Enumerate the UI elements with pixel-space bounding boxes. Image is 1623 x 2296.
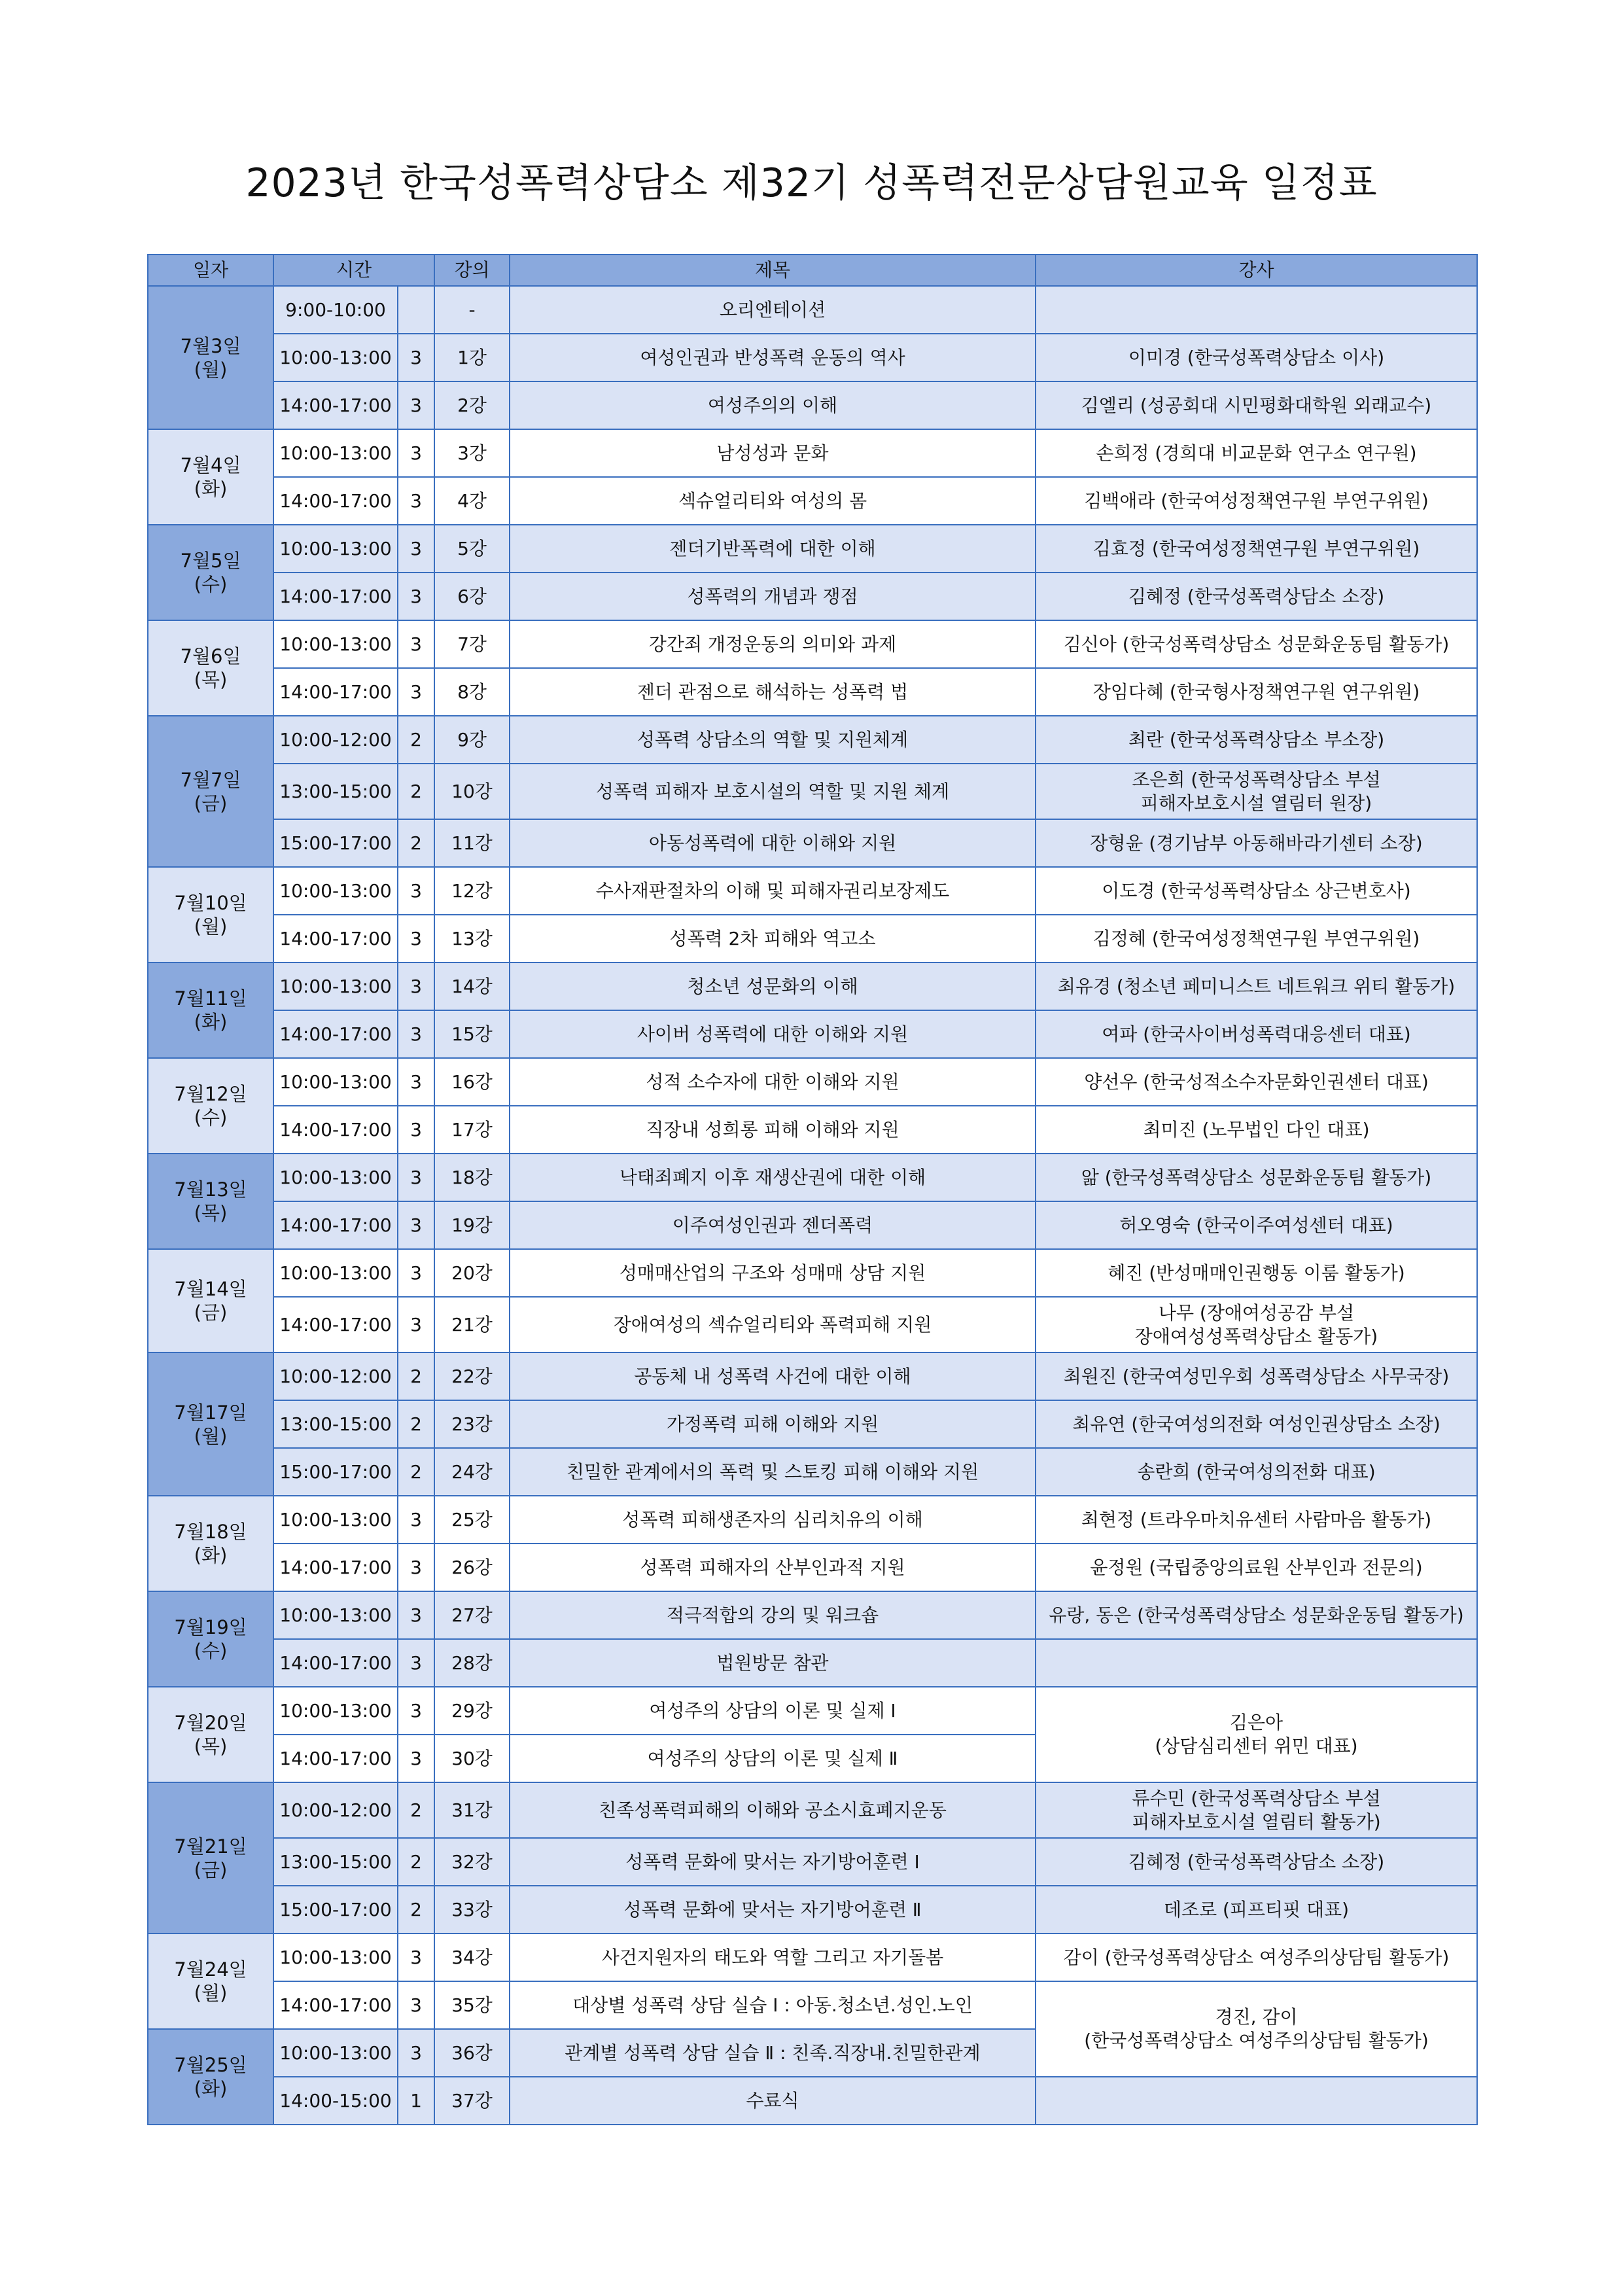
time-cell: 10:00-12:00 [273, 1782, 398, 1838]
hours-cell: 3 [398, 1010, 434, 1058]
lecturer-cell: 허오영숙 (한국이주여성센터 대표) [1036, 1201, 1477, 1249]
lecture-cell: 29강 [434, 1687, 510, 1735]
table-row [148, 1058, 1477, 1106]
lecture-cell: 10강 [434, 764, 510, 819]
lecture-cell: 32강 [434, 1838, 510, 1886]
subject-cell: 수사재판절차의 이해 및 피해자권리보장제도 [510, 867, 1036, 915]
hours-cell: 3 [398, 1154, 434, 1201]
lecture-cell: 35강 [434, 1981, 510, 2029]
time-cell: 9:00-10:00 [273, 286, 398, 334]
time-cell: 10:00-12:00 [273, 1352, 398, 1400]
hours-cell: 2 [398, 764, 434, 819]
day-cell [148, 1934, 273, 2029]
time-cell: 10:00-13:00 [273, 1591, 398, 1639]
lecturer-cell: 손희정 (경희대 비교문화 연구소 연구원) [1036, 429, 1477, 477]
day-date: 7월24일 [174, 1958, 247, 1981]
subject-cell: 강간죄 개정운동의 의미와 과제 [510, 620, 1036, 668]
lecturer-cell [1036, 2077, 1477, 2125]
lecturer-cell [1036, 286, 1477, 334]
subject-cell: 젠더 관점으로 해석하는 성폭력 법 [510, 668, 1036, 716]
time-cell: 10:00-13:00 [273, 1154, 398, 1201]
lecturer-cell: 이미경 (한국성폭력상담소 이사) [1036, 334, 1477, 381]
lecturer-cell: 데조로 (피프티핏 대표) [1036, 1886, 1477, 1934]
subject-cell: 사건지원자의 태도와 역할 그리고 자기돌봄 [510, 1934, 1036, 1981]
day-weekday: (화) [194, 1544, 228, 1566]
day-cell [148, 620, 273, 716]
day-cell [148, 1249, 273, 1352]
subject-cell: 아동성폭력에 대한 이해와 지원 [510, 819, 1036, 867]
day-date: 7월19일 [174, 1616, 247, 1638]
time-cell: 15:00-17:00 [273, 819, 398, 867]
day-weekday: (화) [194, 2077, 228, 2100]
day-weekday: (화) [194, 478, 228, 500]
time-cell: 10:00-13:00 [273, 1058, 398, 1106]
lecturer-cell: 최원진 (한국여성민우회 성폭력상담소 사무국장) [1036, 1352, 1477, 1400]
table-row [148, 286, 1477, 334]
lecturer-line-1: 조은희 (한국성폭력상담소 부설 [1132, 768, 1381, 790]
table-row [148, 963, 1477, 1010]
lecture-cell: - [434, 286, 510, 334]
hours-cell: 1 [398, 2077, 434, 2125]
subject-cell: 성매매산업의 구조와 성매매 상담 지원 [510, 1249, 1036, 1297]
hours-cell: 3 [398, 525, 434, 573]
day-weekday: (수) [194, 1106, 228, 1129]
table-row [148, 1154, 1477, 1201]
lecture-cell: 2강 [434, 381, 510, 429]
hours-cell: 3 [398, 1591, 434, 1639]
time-cell: 10:00-13:00 [273, 620, 398, 668]
lecturer-cell: 장형윤 (경기남부 아동해바라기센터 소장) [1036, 819, 1477, 867]
hours-cell: 2 [398, 1838, 434, 1886]
lecturer-cell: 김효정 (한국여성정책연구원 부연구위원) [1036, 525, 1477, 573]
subject-cell: 수료식 [510, 2077, 1036, 2125]
subject-cell: 사이버 성폭력에 대한 이해와 지원 [510, 1010, 1036, 1058]
schedule-table [147, 254, 1478, 2125]
time-cell: 10:00-13:00 [273, 1687, 398, 1735]
subject-cell: 여성주의 상담의 이론 및 실제 Ⅱ [510, 1735, 1036, 1782]
time-cell: 15:00-17:00 [273, 1448, 398, 1496]
subject-cell: 이주여성인권과 젠더폭력 [510, 1201, 1036, 1249]
lecturer-cell: 앎 (한국성폭력상담소 성문화운동팀 활동가) [1036, 1154, 1477, 1201]
lecturer-cell: 최유경 (청소년 페미니스트 네트워크 위티 활동가) [1036, 963, 1477, 1010]
lecture-cell: 28강 [434, 1639, 510, 1687]
lecturer-cell: 여파 (한국사이버성폭력대응센터 대표) [1036, 1010, 1477, 1058]
lecturer-line-2: 장애여성성폭력상담소 활동가) [1134, 1325, 1378, 1347]
lecturer-line-1: 나무 (장애여성공감 부설 [1158, 1301, 1355, 1324]
lecturer-cell: 최유연 (한국여성의전화 여성인권상담소 소장) [1036, 1400, 1477, 1448]
time-cell: 10:00-13:00 [273, 1249, 398, 1297]
table-row [148, 429, 1477, 477]
day-weekday: (목) [194, 1202, 228, 1224]
lecture-cell: 18강 [434, 1154, 510, 1201]
day-date: 7월21일 [174, 1835, 247, 1858]
subject-cell: 성폭력 문화에 맞서는 자기방어훈련 Ⅱ [510, 1886, 1036, 1934]
lecture-cell: 26강 [434, 1544, 510, 1591]
time-cell: 14:00-17:00 [273, 668, 398, 716]
day-cell [148, 1591, 273, 1687]
header-date: 일자 [148, 255, 273, 286]
time-cell: 10:00-13:00 [273, 1496, 398, 1544]
table-row [148, 1106, 1477, 1154]
hours-cell: 3 [398, 1981, 434, 2029]
time-cell: 14:00-17:00 [273, 1735, 398, 1782]
subject-cell: 적극적합의 강의 및 워크숍 [510, 1591, 1036, 1639]
lecturer-cell: 김정혜 (한국여성정책연구원 부연구위원) [1036, 915, 1477, 963]
lecture-cell: 17강 [434, 1106, 510, 1154]
day-cell [148, 429, 273, 525]
lecturer-line-1: 류수민 (한국성폭력상담소 부설 [1132, 1787, 1381, 1809]
time-cell: 13:00-15:00 [273, 764, 398, 819]
lecture-cell: 7강 [434, 620, 510, 668]
hours-cell: 3 [398, 1639, 434, 1687]
lecturer-line-2: 피해자보호시설 열림터 원장) [1140, 792, 1372, 814]
hours-cell: 2 [398, 1782, 434, 1838]
table-row [148, 1496, 1477, 1544]
day-cell [148, 525, 273, 620]
time-cell: 10:00-13:00 [273, 2029, 398, 2077]
lecture-cell: 6강 [434, 573, 510, 620]
hours-cell: 2 [398, 819, 434, 867]
subject-cell: 여성주의의 이해 [510, 381, 1036, 429]
day-date: 7월6일 [180, 645, 241, 667]
lecturer-cell: 감이 (한국성폭력상담소 여성주의상담팀 활동가) [1036, 1934, 1477, 1981]
day-date: 7월20일 [174, 1712, 247, 1734]
hours-cell: 3 [398, 963, 434, 1010]
hours-cell: 3 [398, 1249, 434, 1297]
time-cell: 10:00-12:00 [273, 716, 398, 764]
day-weekday: (목) [194, 669, 228, 691]
lecturer-cell: 김엘리 (성공회대 시민평화대학원 외래교수) [1036, 381, 1477, 429]
lecturer-cell: 김혜정 (한국성폭력상담소 소장) [1036, 1838, 1477, 1886]
lecture-cell: 24강 [434, 1448, 510, 1496]
table-row [148, 1448, 1477, 1496]
subject-cell: 섹슈얼리티와 여성의 몸 [510, 477, 1036, 525]
day-cell [148, 867, 273, 963]
time-cell: 10:00-13:00 [273, 1934, 398, 1981]
table-row [148, 1639, 1477, 1687]
lecturer-cell: 최란 (한국성폭력상담소 부소장) [1036, 716, 1477, 764]
lecturer-line-1: 김은아 [1229, 1712, 1283, 1733]
day-weekday: (월) [194, 1424, 228, 1447]
table-row [148, 1352, 1477, 1400]
lecture-cell: 36강 [434, 2029, 510, 2077]
time-cell: 14:00-17:00 [273, 1544, 398, 1591]
lecturer-cell: 김신아 (한국성폭력상담소 성문화운동팀 활동가) [1036, 620, 1477, 668]
table-row [148, 1201, 1477, 1249]
lecture-cell: 33강 [434, 1886, 510, 1934]
day-weekday: (화) [194, 1011, 228, 1033]
table-row [148, 1782, 1477, 1838]
day-date: 7월3일 [180, 334, 241, 357]
time-cell: 14:00-17:00 [273, 573, 398, 620]
time-cell: 14:00-17:00 [273, 1201, 398, 1249]
day-weekday: (월) [194, 1982, 228, 2004]
subject-cell: 성폭력의 개념과 쟁점 [510, 573, 1036, 620]
subject-cell: 공동체 내 성폭력 사건에 대한 이해 [510, 1352, 1036, 1400]
day-cell [148, 1058, 273, 1154]
day-date: 7월10일 [174, 892, 247, 914]
subject-cell: 성폭력 피해생존자의 심리치유의 이해 [510, 1496, 1036, 1544]
lecturer-cell [1036, 1981, 1477, 2077]
table-row [148, 1249, 1477, 1297]
day-cell [148, 286, 273, 429]
day-weekday: (수) [194, 1640, 228, 1662]
lecture-cell: 5강 [434, 525, 510, 573]
day-date: 7월25일 [174, 2054, 247, 2076]
subject-cell: 성폭력 피해자 보호시설의 역할 및 지원 체계 [510, 764, 1036, 819]
table-row [148, 819, 1477, 867]
subject-cell: 가정폭력 피해 이해와 지원 [510, 1400, 1036, 1448]
lecturer-cell [1036, 1782, 1477, 1838]
day-date: 7월17일 [174, 1401, 247, 1424]
lecturer-cell: 김백애라 (한국여성정책연구원 부연구위원) [1036, 477, 1477, 525]
hours-cell: 2 [398, 1448, 434, 1496]
subject-cell: 친족성폭력피해의 이해와 공소시효폐지운동 [510, 1782, 1036, 1838]
lecture-cell: 3강 [434, 429, 510, 477]
table-row [148, 1838, 1477, 1886]
subject-cell: 장애여성의 섹슈얼리티와 폭력피해 지원 [510, 1297, 1036, 1352]
day-date: 7월18일 [174, 1521, 247, 1543]
time-cell: 14:00-17:00 [273, 1297, 398, 1352]
time-cell: 14:00-17:00 [273, 381, 398, 429]
table-row [148, 477, 1477, 525]
day-weekday: (수) [194, 573, 228, 595]
time-cell: 14:00-17:00 [273, 1639, 398, 1687]
table-row [148, 915, 1477, 963]
lecture-cell: 1강 [434, 334, 510, 381]
header-lecture: 강의 [434, 255, 510, 286]
day-cell [148, 1352, 273, 1496]
lecturer-cell [1036, 1297, 1477, 1352]
lecturer-cell [1036, 764, 1477, 819]
hours-cell: 3 [398, 867, 434, 915]
day-weekday: (금) [194, 1858, 228, 1881]
time-cell: 10:00-13:00 [273, 525, 398, 573]
hours-cell: 3 [398, 429, 434, 477]
table-row [148, 1544, 1477, 1591]
time-cell: 13:00-15:00 [273, 1838, 398, 1886]
hours-cell: 2 [398, 716, 434, 764]
table-row [148, 716, 1477, 764]
lecture-cell: 14강 [434, 963, 510, 1010]
hours-cell: 2 [398, 1400, 434, 1448]
table-row [148, 1010, 1477, 1058]
subject-cell: 친밀한 관계에서의 폭력 및 스토킹 피해 이해와 지원 [510, 1448, 1036, 1496]
subject-cell: 성적 소수자에 대한 이해와 지원 [510, 1058, 1036, 1106]
header-lecturer: 강사 [1036, 255, 1477, 286]
hours-cell: 3 [398, 1201, 434, 1249]
lecture-cell: 22강 [434, 1352, 510, 1400]
time-cell: 10:00-13:00 [273, 963, 398, 1010]
header-subject: 제목 [510, 255, 1036, 286]
time-cell: 14:00-15:00 [273, 2077, 398, 2125]
lecture-cell: 21강 [434, 1297, 510, 1352]
table-row [148, 668, 1477, 716]
lecturer-cell: 장임다혜 (한국형사정책연구원 연구위원) [1036, 668, 1477, 716]
time-cell: 13:00-15:00 [273, 1400, 398, 1448]
hours-cell: 3 [398, 1934, 434, 1981]
lecturer-cell: 김혜정 (한국성폭력상담소 소장) [1036, 573, 1477, 620]
subject-cell: 대상별 성폭력 상담 실습 Ⅰ : 아동.청소년.성인.노인 [510, 1981, 1036, 2029]
day-date: 7월5일 [180, 550, 241, 572]
lecturer-cell: 혜진 (반성매매인권행동 이룸 활동가) [1036, 1249, 1477, 1297]
table-row [148, 1591, 1477, 1639]
day-weekday: (금) [194, 1301, 228, 1324]
day-date: 7월12일 [174, 1083, 247, 1105]
subject-cell: 법원방문 참관 [510, 1639, 1036, 1687]
table-row [148, 764, 1477, 819]
lecturer-line-2: (한국성폭력상담소 여성주의상담팀 활동가) [1084, 2030, 1429, 2051]
hours-cell: 2 [398, 1352, 434, 1400]
hours-cell [398, 286, 434, 334]
time-cell: 15:00-17:00 [273, 1886, 398, 1934]
table-row [148, 525, 1477, 573]
table-row [148, 1934, 1477, 1981]
lecturer-cell: 양선우 (한국성적소수자문화인권센터 대표) [1036, 1058, 1477, 1106]
lecture-cell: 23강 [434, 1400, 510, 1448]
lecture-cell: 31강 [434, 1782, 510, 1838]
hours-cell: 3 [398, 573, 434, 620]
day-cell [148, 1782, 273, 1934]
table-row [148, 1400, 1477, 1448]
subject-cell: 여성주의 상담의 이론 및 실제 Ⅰ [510, 1687, 1036, 1735]
table-row [148, 867, 1477, 915]
lecturer-cell: 윤정원 (국립중앙의료원 산부인과 전문의) [1036, 1544, 1477, 1591]
time-cell: 14:00-17:00 [273, 1981, 398, 2029]
lecturer-cell: 최현정 (트라우마치유센터 사람마음 활동가) [1036, 1496, 1477, 1544]
hours-cell: 3 [398, 1106, 434, 1154]
hours-cell: 3 [398, 1544, 434, 1591]
table-row [148, 1981, 1477, 2029]
day-weekday: (금) [194, 792, 228, 815]
day-cell [148, 1154, 273, 1249]
subject-cell: 오리엔테이션 [510, 286, 1036, 334]
time-cell: 14:00-17:00 [273, 915, 398, 963]
lecture-cell: 8강 [434, 668, 510, 716]
hours-cell: 3 [398, 1687, 434, 1735]
lecturer-line-1: 경진, 감이 [1215, 2006, 1298, 2028]
hours-cell: 3 [398, 381, 434, 429]
subject-cell: 성폭력 상담소의 역할 및 지원체계 [510, 716, 1036, 764]
hours-cell: 3 [398, 1735, 434, 1782]
time-cell: 14:00-17:00 [273, 477, 398, 525]
day-date: 7월11일 [174, 987, 247, 1010]
day-date: 7월4일 [180, 454, 241, 476]
day-date: 7월13일 [174, 1178, 247, 1201]
lecture-cell: 16강 [434, 1058, 510, 1106]
lecture-cell: 20강 [434, 1249, 510, 1297]
lecture-cell: 9강 [434, 716, 510, 764]
hours-cell: 3 [398, 1297, 434, 1352]
lecture-cell: 4강 [434, 477, 510, 525]
lecturer-line-2: 피해자보호시설 열림터 활동가) [1132, 1810, 1381, 1833]
table-row [148, 1886, 1477, 1934]
time-cell: 10:00-13:00 [273, 429, 398, 477]
table-row [148, 573, 1477, 620]
lecturer-cell [1036, 1639, 1477, 1687]
time-cell: 14:00-17:00 [273, 1010, 398, 1058]
page-title: 2023년 한국성폭력상담소 제32기 성폭력전문상담원교육 일정표 [245, 160, 1378, 206]
day-weekday: (월) [194, 915, 228, 938]
subject-cell: 관계별 성폭력 상담 실습 Ⅱ : 친족.직장내.친밀한관계 [510, 2029, 1036, 2077]
lecturer-cell: 송란희 (한국여성의전화 대표) [1036, 1448, 1477, 1496]
lecture-cell: 13강 [434, 915, 510, 963]
lecturer-line-2: (상담심리센터 위민 대표) [1155, 1735, 1358, 1757]
lecturer-cell [1036, 1687, 1477, 1782]
day-cell [148, 2029, 273, 2125]
lecture-cell: 11강 [434, 819, 510, 867]
table-row [148, 2077, 1477, 2125]
subject-cell: 성폭력 문화에 맞서는 자기방어훈련 Ⅰ [510, 1838, 1036, 1886]
lecture-cell: 25강 [434, 1496, 510, 1544]
hours-cell: 3 [398, 2029, 434, 2077]
day-date: 7월14일 [174, 1278, 247, 1300]
lecturer-cell: 이도경 (한국성폭력상담소 상근변호사) [1036, 867, 1477, 915]
time-cell: 10:00-13:00 [273, 334, 398, 381]
subject-cell: 청소년 성문화의 이해 [510, 963, 1036, 1010]
table-row [148, 334, 1477, 381]
table-row [148, 1297, 1477, 1352]
table-row [148, 381, 1477, 429]
hours-cell: 3 [398, 1496, 434, 1544]
hours-cell: 3 [398, 620, 434, 668]
subject-cell: 젠더기반폭력에 대한 이해 [510, 525, 1036, 573]
lecture-cell: 12강 [434, 867, 510, 915]
hours-cell: 3 [398, 334, 434, 381]
lecture-cell: 30강 [434, 1735, 510, 1782]
day-cell [148, 1496, 273, 1591]
table-row [148, 620, 1477, 668]
lecturer-cell: 유랑, 동은 (한국성폭력상담소 성문화운동팀 활동가) [1036, 1591, 1477, 1639]
lecture-cell: 15강 [434, 1010, 510, 1058]
lecture-cell: 19강 [434, 1201, 510, 1249]
hours-cell: 3 [398, 1058, 434, 1106]
subject-cell: 낙태죄폐지 이후 재생산권에 대한 이해 [510, 1154, 1036, 1201]
day-weekday: (월) [194, 358, 228, 381]
lecture-cell: 27강 [434, 1591, 510, 1639]
day-date: 7월7일 [180, 768, 241, 791]
subject-cell: 여성인권과 반성폭력 운동의 역사 [510, 334, 1036, 381]
hours-cell: 3 [398, 477, 434, 525]
lecture-cell: 34강 [434, 1934, 510, 1981]
subject-cell: 성폭력 피해자의 산부인과적 지원 [510, 1544, 1036, 1591]
hours-cell: 3 [398, 668, 434, 716]
subject-cell: 남성성과 문화 [510, 429, 1036, 477]
header-time: 시간 [273, 255, 434, 286]
day-cell [148, 963, 273, 1058]
hours-cell: 2 [398, 1886, 434, 1934]
time-cell: 14:00-17:00 [273, 1106, 398, 1154]
lecture-cell: 37강 [434, 2077, 510, 2125]
hours-cell: 3 [398, 915, 434, 963]
day-cell [148, 716, 273, 867]
subject-cell: 직장내 성희롱 피해 이해와 지원 [510, 1106, 1036, 1154]
lecturer-cell: 최미진 (노무법인 다인 대표) [1036, 1106, 1477, 1154]
table-header-row [148, 255, 1477, 286]
subject-cell: 성폭력 2차 피해와 역고소 [510, 915, 1036, 963]
day-weekday: (목) [194, 1735, 228, 1757]
day-cell [148, 1687, 273, 1782]
table-row [148, 1687, 1477, 1735]
time-cell: 10:00-13:00 [273, 867, 398, 915]
